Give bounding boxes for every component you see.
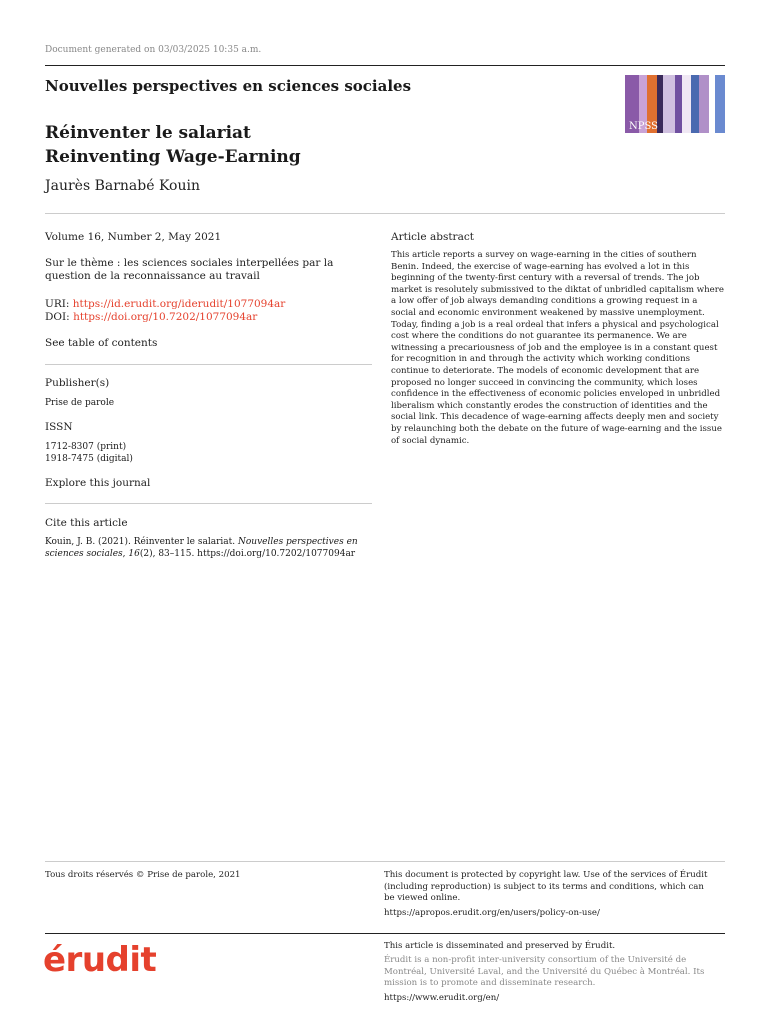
cover-label: NPSS <box>629 121 659 132</box>
title-english: Reinventing Wage-Earning <box>45 147 301 167</box>
issn-digital: 1918-7475 (digital) <box>45 454 133 464</box>
erudit-link[interactable]: https://www.erudit.org/en/ <box>384 993 500 1003</box>
erudit-logo[interactable]: érudit <box>43 940 157 980</box>
top-divider <box>45 65 725 66</box>
citation-journal: Nouvelles perspectives en sciences sociales <box>45 537 358 559</box>
left-divider-2 <box>45 503 372 504</box>
journal-title: Nouvelles perspectives en sciences sociales <box>45 77 412 95</box>
doi-label: DOI: <box>45 311 70 323</box>
uri-label: URI: <box>45 298 70 310</box>
citation-text <box>45 537 372 560</box>
abstract-heading: Article abstract <box>391 231 474 243</box>
copyright-notice: This document is protected by copyright law. Use of the services of Érudit (including reproduction) is subject to its terms and conditions, which can be viewed online. <box>384 870 708 904</box>
table-of-contents-link[interactable]: See table of contents <box>45 337 158 349</box>
journal-cover-image[interactable] <box>625 75 725 133</box>
disseminated-text: This article is disseminated and preserved by Érudit. <box>384 941 616 951</box>
uri-row <box>45 298 372 310</box>
header-divider <box>45 213 725 214</box>
abstract-text: This article reports a survey on wage-earning in the cities of southern Benin. Indeed, the exercise of wage-earning has evolved a lot in this beginning of the twenty-first century with a reversal of trends. The job market is resolutely submissived to the diktat of unbridled capitalism where a low offer of job always demanding conditions a growing request in a social and economic environment weakened by massive unemployment. Today, finding a job is a real ordeal that infers a physical and psychological cost where the conditions do not guarantee its permanence. We are witnessing a precariousness of job and the employee is in a constant quest for recognition in and through the activity which working conditions continue to deteriorate. The models of economic development that are proposed no longer succeed in convincing the community, which loses confidence in the effectiveness of economic policies enveloped in unbridled liberalism which constantly erodes the construction of identities and the social link. This decadence of wage-earning affects deeply men and society by relaunching both the debate on the future of wage-earning and the issue of social dynamic. <box>391 250 724 446</box>
policy-link[interactable]: https://apropos.erudit.org/en/users/policy-on-use/ <box>384 908 600 918</box>
title-french: Réinventer le salariat <box>45 123 251 143</box>
doi-link[interactable]: https://doi.org/10.7202/1077094ar <box>73 311 258 323</box>
citation-pre: Kouin, J. B. (2021). Réinventer le salariat. <box>45 537 238 547</box>
explore-journal-link[interactable]: Explore this journal <box>45 477 151 489</box>
issn-heading: ISSN <box>45 421 73 433</box>
author-name: Jaurès Barnabé Kouin <box>45 178 200 194</box>
uri-link[interactable]: https://id.erudit.org/iderudit/1077094ar <box>72 298 286 310</box>
citation-volume: 16 <box>128 548 140 559</box>
publisher-heading: Publisher(s) <box>45 377 110 389</box>
generated-date: Document generated on 03/03/2025 10:35 a.m. <box>45 45 262 55</box>
volume-info: Volume 16, Number 2, May 2021 <box>45 231 222 243</box>
issn-print: 1712-8307 (print) <box>45 442 127 452</box>
citation-separator: , <box>122 548 129 559</box>
footer-divider-2 <box>45 933 725 934</box>
citation-post: (2), 83–115. https://doi.org/10.7202/1077094ar <box>139 548 356 559</box>
cite-heading: Cite this article <box>45 517 128 529</box>
publisher-name: Prise de parole <box>45 398 115 408</box>
rights-text: Tous droits réservés © Prise de parole, 2021 <box>45 870 241 880</box>
footer-divider <box>45 861 725 862</box>
article-title <box>45 121 301 169</box>
erudit-description: Érudit is a non-profit inter-university consortium of the Université de Montréal, Université Laval, and the Université du Québec à Montréal. Its mission is to promote and disseminate research. <box>384 955 705 989</box>
doi-row <box>45 311 372 323</box>
left-divider-1 <box>45 364 372 365</box>
theme-info: Sur le thème : les sciences sociales interpellées par la question de la reconnaissance au travail <box>45 257 334 282</box>
